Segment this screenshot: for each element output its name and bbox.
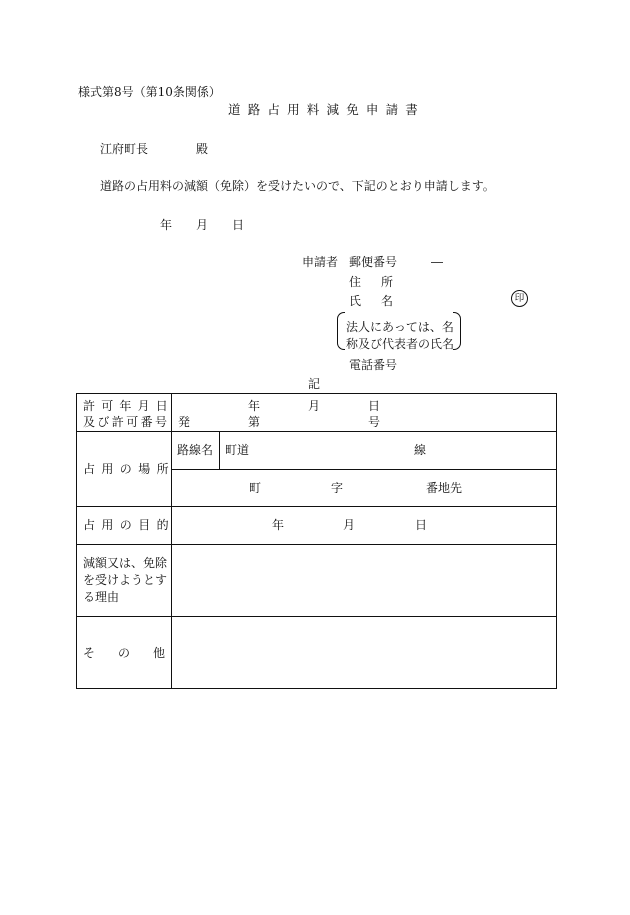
permit-year: 年: [248, 399, 261, 413]
addressee: [100, 142, 209, 156]
permit-hatsu: 発: [178, 415, 191, 429]
applicant-label: 申請者: [302, 255, 339, 269]
permit-dai: 第: [248, 415, 261, 429]
permit-day: 日: [368, 399, 381, 413]
corporate-note-line1: 法人にあっては、名: [346, 320, 454, 334]
purpose-month: 月: [343, 518, 356, 532]
column-divider: [219, 431, 220, 469]
row-divider: [77, 431, 556, 432]
postal-code-dash: ―: [431, 255, 443, 269]
sen-label: 線: [414, 443, 427, 457]
column-divider: [171, 394, 172, 688]
addressee-name: 江府町長: [100, 142, 149, 156]
address-label: 住所: [349, 275, 414, 289]
corporate-note-line2: 称及び代表者の氏名: [346, 337, 455, 351]
purpose-year: 年: [272, 518, 285, 532]
location-label: 占用の場所: [83, 462, 176, 476]
addressee-honorific: 殿: [196, 142, 209, 156]
date-year: 年: [160, 218, 173, 232]
date-day: 日: [232, 218, 245, 232]
left-paren-bracket: [337, 312, 345, 350]
application-date: [160, 219, 244, 231]
ki-heading: 記: [308, 377, 321, 391]
permit-month: 月: [308, 399, 321, 413]
form-title: 道路占用料減免申請書: [228, 102, 426, 117]
purpose-label: 占用の目的: [83, 518, 176, 532]
request-text: 道路の占用料の減額（免除）を受けたいので、下記のとおり申請します。: [100, 179, 495, 193]
row-divider: [77, 544, 556, 545]
road-type: 町道: [225, 443, 250, 457]
purpose-day: 日: [415, 518, 428, 532]
right-paren-bracket: [453, 312, 461, 350]
permit-gou: 号: [368, 415, 381, 429]
row-divider: [172, 469, 556, 470]
application-table: [76, 393, 557, 689]
reason-label-line2: を受けようとす: [83, 573, 168, 587]
permit-label-line1: 許可年月日: [83, 399, 175, 413]
permit-label-line2: 及び許可番号: [83, 415, 170, 429]
other-label: その他: [83, 646, 189, 660]
form-number: 様式第8号（第10条関係）: [78, 85, 221, 99]
postal-code-label: 郵便番号: [349, 255, 398, 269]
aza-label: 字: [331, 481, 344, 495]
reason-label-line1: 減額又は、免除: [83, 556, 168, 570]
name-label: 氏名: [349, 294, 414, 308]
corporate-note: [337, 312, 461, 351]
route-name-label: 路線名: [177, 443, 214, 457]
row-divider: [77, 506, 556, 507]
machi-label: 町: [249, 481, 262, 495]
row-divider: [77, 616, 556, 617]
banchisaki-label: 番地先: [426, 481, 463, 495]
date-month: 月: [196, 218, 209, 232]
reason-label-line3: る理由: [83, 590, 120, 604]
phone-number-label: 電話番号: [349, 358, 398, 372]
seal-mark-icon: 印: [511, 290, 528, 307]
